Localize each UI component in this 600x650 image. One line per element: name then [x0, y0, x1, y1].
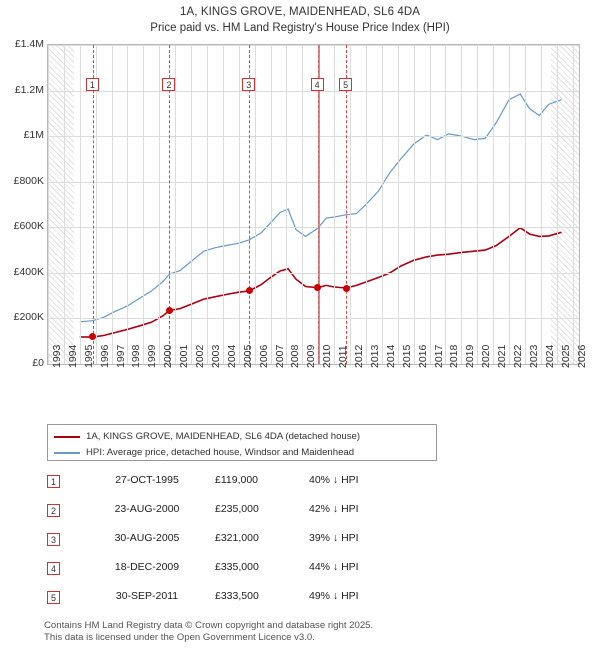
x-axis-tick-label: 2018: [448, 344, 461, 368]
table-row[interactable]: [47, 499, 437, 528]
y-axis-tick-label: £1.2M: [14, 83, 44, 96]
gridline-vertical: [414, 45, 415, 364]
row-badge: 1: [47, 475, 60, 488]
gridline-vertical: [127, 45, 128, 364]
event-marker-line: [346, 45, 348, 364]
y-axis-tick-label: £0: [32, 357, 44, 369]
row-price: £335,000: [215, 561, 259, 573]
x-axis-tick-label: 2001: [178, 344, 191, 368]
event-marker-line: [249, 45, 251, 364]
x-axis-tick-label: 2017: [432, 344, 445, 368]
row-price: £235,000: [215, 503, 259, 515]
event-marker-badge[interactable]: 4: [311, 78, 324, 91]
x-axis-tick-label: 1993: [51, 344, 63, 368]
gridline-vertical: [143, 45, 144, 364]
row-hpi-delta: 40% ↓ HPI: [309, 474, 359, 486]
row-badge: 2: [47, 504, 60, 517]
x-axis-tick-label: 2016: [416, 344, 429, 368]
x-axis-tick-label: 2015: [400, 344, 413, 368]
event-marker-line: [318, 45, 320, 364]
event-marker-line: [93, 45, 95, 364]
row-date: 23-AUG-2000: [114, 503, 180, 515]
event-marker-line: [169, 45, 171, 364]
gridline-vertical: [223, 45, 224, 364]
gridline-vertical: [445, 45, 446, 364]
gridline-vertical: [286, 45, 287, 364]
row-date: 30-AUG-2005: [114, 532, 180, 544]
event-marker-badge[interactable]: 1: [86, 78, 99, 91]
row-hpi-delta: 39% ↓ HPI: [309, 532, 359, 544]
x-axis-tick-label: 2004: [225, 344, 238, 368]
x-axis-tick-label: 1994: [66, 344, 79, 368]
gridline-vertical: [175, 45, 176, 364]
gridline-vertical: [525, 45, 526, 364]
page-subtitle: Price paid vs. HM Land Registry's House Price Index (HPI): [150, 22, 450, 34]
gridline-vertical: [557, 45, 558, 364]
transactions-table: [47, 470, 437, 615]
gridline-vertical: [96, 45, 97, 364]
y-axis-tick-label: £600K: [13, 220, 44, 233]
x-axis-tick-label: 2009: [305, 344, 318, 368]
row-badge: 4: [47, 562, 60, 575]
x-axis-tick-label: 2023: [527, 344, 540, 368]
row-date: 18-DEC-2009: [114, 561, 180, 573]
legend-swatch-property: [54, 436, 80, 438]
table-row[interactable]: [47, 470, 437, 499]
x-axis-tick-label: 2010: [321, 344, 334, 368]
x-axis-tick-label: 2011: [337, 345, 350, 368]
legend: [47, 424, 437, 461]
gridline-vertical: [302, 45, 303, 364]
y-axis-tick-label: £1.4M: [14, 38, 44, 50]
x-axis-tick-label: 2000: [162, 344, 175, 368]
row-price: £119,000: [215, 474, 259, 486]
x-axis-tick-label: 2025: [559, 344, 572, 368]
x-axis-tick-label: 1997: [114, 344, 127, 368]
x-axis-tick-label: 2006: [257, 344, 270, 368]
x-axis-tick-label: 2013: [368, 344, 381, 368]
plot-area: [47, 44, 580, 365]
x-axis-tick-label: 2024: [543, 344, 556, 368]
row-hpi-delta: 49% ↓ HPI: [309, 590, 359, 602]
table-row[interactable]: [47, 557, 437, 586]
x-axis-tick-label: 2020: [480, 344, 493, 368]
gridline-vertical: [398, 45, 399, 364]
event-marker-badge[interactable]: 5: [339, 78, 352, 91]
gridline-vertical: [573, 45, 574, 364]
x-axis-tick-label: 2005: [241, 344, 254, 368]
gridline-vertical: [64, 45, 65, 364]
row-date: 27-OCT-1995: [115, 474, 179, 486]
x-axis-tick-label: 2022: [512, 344, 525, 368]
gridline-vertical: [509, 45, 510, 364]
gridline-vertical: [207, 45, 208, 364]
gridline-vertical: [191, 45, 192, 364]
table-row[interactable]: [47, 528, 437, 557]
gridline-vertical: [239, 45, 240, 364]
x-axis-tick-label: 2012: [353, 344, 366, 368]
row-badge: 5: [47, 591, 60, 604]
gridline-vertical: [461, 45, 462, 364]
legend-label-hpi: HPI: Average price, detached house, Windsor and Maidenhead: [86, 447, 355, 458]
row-hpi-delta: 44% ↓ HPI: [309, 561, 359, 573]
y-axis-tick-label: £200K: [13, 311, 44, 324]
gridline-vertical: [80, 45, 81, 364]
event-marker-badge[interactable]: 3: [242, 78, 255, 91]
page-title: 1A, KINGS GROVE, MAIDENHEAD, SL6 4DA: [179, 6, 421, 18]
row-price: £333,500: [215, 590, 259, 602]
footer-copyright: Contains HM Land Registry data © Crown copyright and database right 2025.: [44, 620, 374, 631]
x-axis-tick-label: 1998: [130, 344, 143, 368]
gridline-vertical: [493, 45, 494, 364]
sale-point: [343, 285, 350, 292]
legend-label-property: 1A, KINGS GROVE, MAIDENHEAD, SL6 4DA (detached house): [86, 431, 361, 442]
sale-point: [166, 307, 173, 314]
x-axis-tick-label: 2007: [273, 344, 286, 368]
gridline-vertical: [159, 45, 160, 364]
series-line-property: [80, 228, 562, 337]
legend-swatch-hpi: [54, 452, 80, 454]
table-row[interactable]: [47, 586, 437, 615]
x-axis-tick-label: 2019: [464, 344, 477, 368]
x-axis-tick-label: 1995: [82, 344, 95, 368]
row-date: 30-SEP-2011: [115, 590, 179, 602]
gridline-vertical: [48, 45, 49, 364]
y-axis-tick-label: £400K: [13, 265, 44, 278]
x-axis-tick-label: 2002: [194, 344, 207, 368]
gridline-vertical: [541, 45, 542, 364]
x-axis-tick-label: 2014: [384, 344, 397, 368]
x-axis-tick-label: 1996: [98, 344, 111, 368]
gridline-vertical: [350, 45, 351, 364]
x-axis-tick-label: 2021: [496, 344, 509, 368]
y-axis-tick-label: £800K: [13, 174, 44, 187]
x-axis-tick-label: 1999: [146, 344, 159, 368]
gridline-vertical: [382, 45, 383, 364]
gridline-vertical: [366, 45, 367, 364]
gridline-vertical: [271, 45, 272, 364]
gridline-vertical: [334, 45, 335, 364]
x-axis-tick-label: 2003: [209, 344, 222, 368]
row-price: £321,000: [215, 532, 259, 544]
event-marker-badge[interactable]: 2: [162, 78, 175, 91]
x-axis-tick-label: 2008: [289, 344, 302, 368]
gridline-vertical: [477, 45, 478, 364]
gridline-vertical: [112, 45, 113, 364]
row-hpi-delta: 42% ↓ HPI: [309, 503, 359, 515]
gridline-vertical: [430, 45, 431, 364]
y-axis-tick-label: £1M: [23, 129, 44, 142]
footer-licence: This data is licensed under the Open Government Licence v3.0.: [44, 632, 315, 643]
gridline-vertical: [255, 45, 256, 364]
row-badge: 3: [47, 533, 60, 546]
x-axis-tick-label: 2026: [575, 344, 588, 368]
